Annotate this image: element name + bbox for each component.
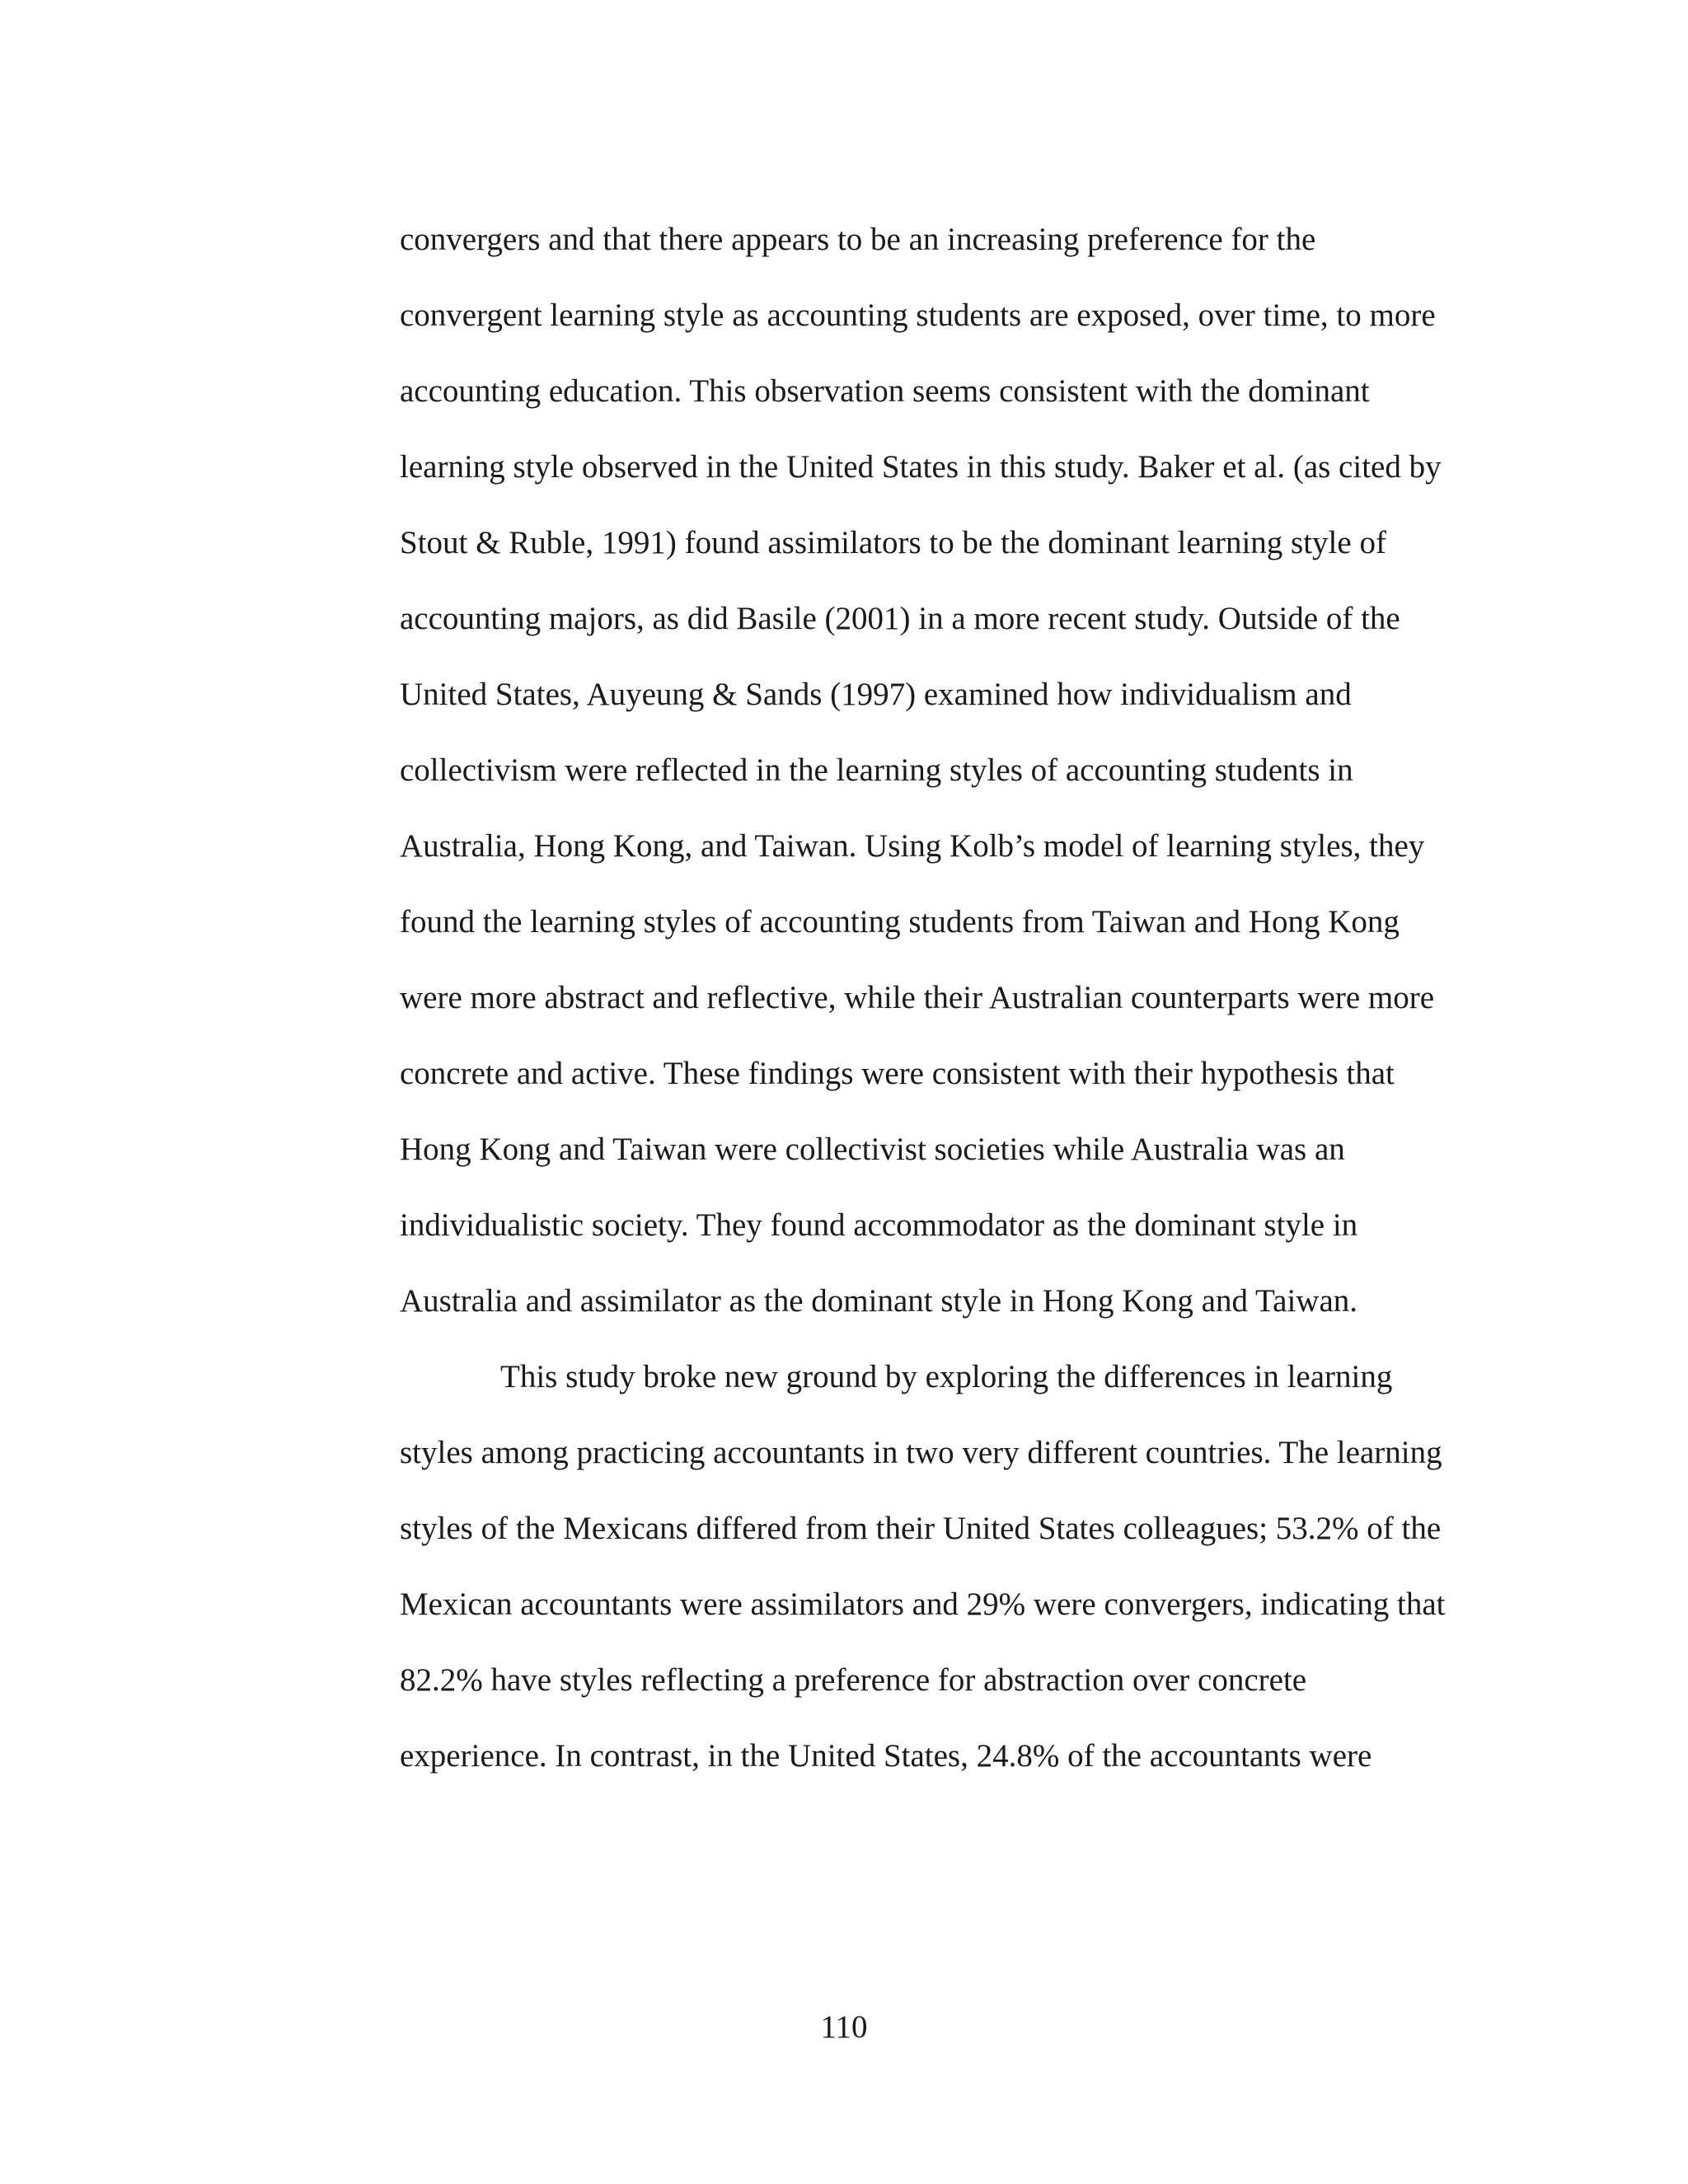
page-number: 110 — [820, 2009, 868, 2045]
text-line: accounting education. This observation seems consistent with the dominant — [400, 373, 1370, 409]
text-line: found the learning styles of accounting students from Taiwan and Hong Kong — [400, 904, 1400, 940]
text-line: convergent learning style as accounting students are exposed, over time, to more — [400, 298, 1436, 333]
text-line: were more abstract and reflective, while their Australian counterparts were more — [400, 980, 1435, 1015]
text-line: Hong Kong and Taiwan were collectivist societies while Australia was an — [400, 1132, 1345, 1167]
text-line: Australia and assimilator as the dominant style in Hong Kong and Taiwan. — [400, 1283, 1358, 1319]
text-line: concrete and active. These findings were consistent with their hypothesis that — [400, 1056, 1395, 1091]
text-line: accounting majors, as did Basile (2001) in a more recent study. Outside of the — [400, 601, 1400, 636]
text-line: experience. In contrast, in the United States, 24.8% of the accountants were — [400, 1738, 1372, 1774]
text-line: styles among practicing accountants in two very different countries. The learning — [400, 1435, 1442, 1470]
text-line: Stout & Ruble, 1991) found assimilators to be the dominant learning style of — [400, 525, 1386, 560]
body-text — [400, 213, 1488, 1805]
text-line: United States, Auyeung & Sands (1997) examined how individualism and — [400, 677, 1352, 712]
text-line: learning style observed in the United States in this study. Baker et al. (as cited by — [400, 449, 1442, 485]
text-line: Mexican accountants were assimilators and 29% were convergers, indicating that — [400, 1586, 1446, 1622]
text-line: Australia, Hong Kong, and Taiwan. Using Kolb’s model of learning styles, they — [400, 828, 1425, 864]
text-line: collectivism were reflected in the learning styles of accounting students in — [400, 752, 1353, 788]
text-line: individualistic society. They found accommodator as the dominant style in — [400, 1207, 1358, 1243]
paragraph-start-line: This study broke new ground by exploring the differences in learning — [500, 1359, 1393, 1394]
text-line: convergers and that there appears to be an increasing preference for the — [400, 222, 1316, 257]
text-line: styles of the Mexicans differed from their United States colleagues; 53.2% of the — [400, 1511, 1442, 1546]
text-line: 82.2% have styles reflecting a preference for abstraction over concrete — [400, 1662, 1307, 1698]
